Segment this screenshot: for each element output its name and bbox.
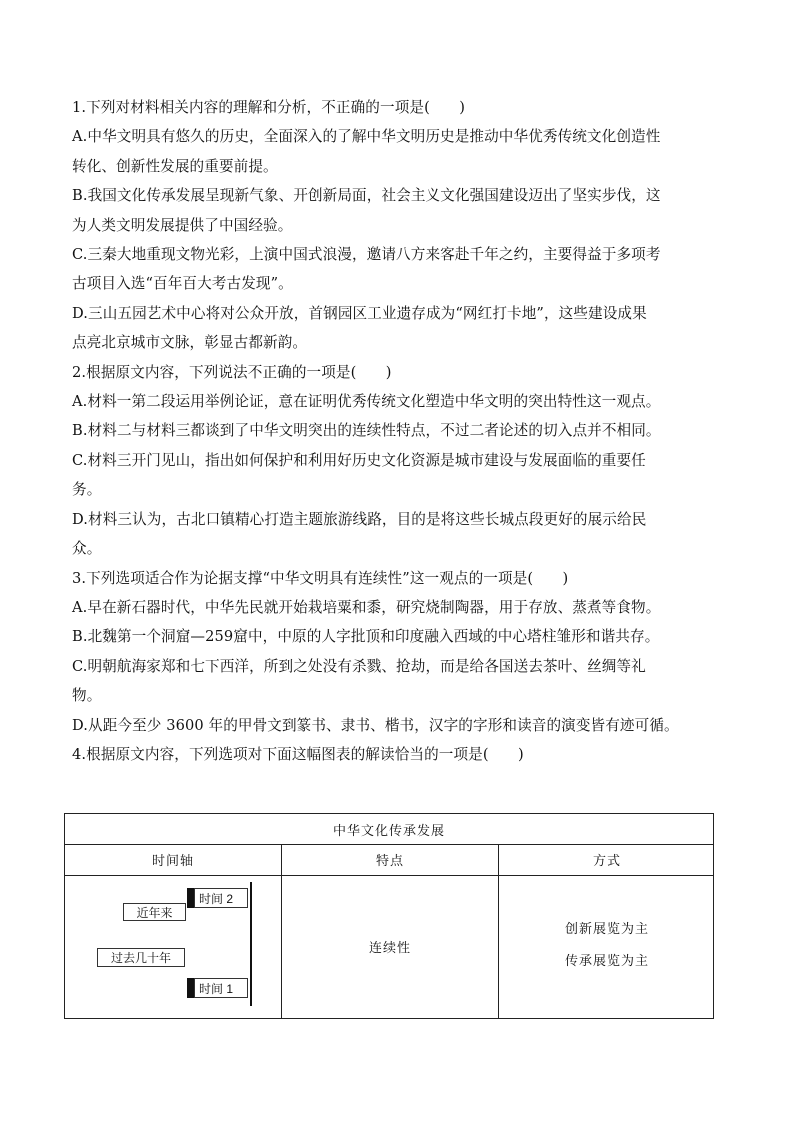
time1-label: 时间 1	[194, 978, 248, 998]
q2-option-d-cont: 众。	[72, 540, 102, 558]
q1-option-b-cont: 为人类文明发展提供了中国经验。	[72, 216, 293, 234]
header-feature: 特点	[375, 854, 404, 869]
q3-option-c: C.明朝航海家郑和七下西洋，所到之处没有杀戮、抢劫，而是给各国送去茶叶、丝绸等礼	[72, 657, 646, 675]
past-label: 过去几十年	[97, 948, 185, 967]
q1-option-c: C.三秦大地重现文物光彩，上演中国式浪漫，邀请八方来客赴千年之约，主要得益于多项考	[72, 246, 661, 264]
q2-option-a: A.材料一第二段运用举例论证，意在证明优秀传统文化塑造中华文明的突出特性这一观点。	[72, 393, 661, 411]
table-header-row	[65, 844, 713, 876]
q2-stem: 2.根据原文内容，下列说法不正确的一项是( )	[72, 363, 392, 381]
q2-option-c-cont: 务。	[72, 481, 102, 499]
time2-label: 时间 2	[194, 888, 248, 908]
feature-cell: 连续性	[368, 941, 411, 956]
q1-option-d: D.三山五园艺术中心将对公众开放，首钢园区工业遗存成为“网红打卡地”，这些建设成果	[72, 304, 647, 322]
q3-option-a: A.早在新石器时代，中华先民就开始栽培粟和黍，研究烧制陶器，用于存放、蒸煮等食物。	[72, 598, 661, 616]
q3-option-b: B.北魏第一个洞窟—259窟中，中原的人字批顶和印度融入西域的中心塔柱雏形和谐共存。	[72, 628, 660, 646]
time2-marker	[187, 888, 194, 908]
method-innovation: 创新展览为主	[564, 922, 649, 937]
q2-option-c: C.材料三开门见山，指出如何保护和利用好历史文化资源是城市建设与发展面临的重要任	[72, 451, 646, 469]
table-title: 中华文化传承发展	[65, 814, 713, 845]
q4-stem: 4.根据原文内容，下列选项对下面这幅图表的解读恰当的一项是( )	[72, 745, 524, 763]
q3-stem: 3.下列选项适合作为论据支撑“中华文明具有连续性”这一观点的一项是( )	[72, 569, 569, 587]
q3-option-d: D.从距今至少 3600 年的甲骨文到篆书、隶书、楷书，汉字的字形和读音的演变皆有迹可循。	[72, 716, 679, 734]
q1-option-a: A.中华文明具有悠久的历史，全面深入的了解中华文明历史是推动中华优秀传统文化创造性	[72, 128, 661, 146]
q2-option-d: D.材料三认为，古北口镇精心打造主题旅游线路，目的是将这些长城点段更好的展示给民	[72, 510, 647, 528]
q1-option-a-cont: 转化、创新性发展的重要前提。	[72, 157, 278, 175]
culture-table	[64, 813, 714, 1019]
method-inheritance: 传承展览为主	[564, 954, 649, 969]
header-method: 方式	[592, 854, 621, 869]
question-text	[72, 93, 722, 769]
recent-label: 近年来	[123, 903, 186, 921]
header-timeline: 时间轴	[151, 854, 194, 869]
q2-option-b: B.材料二与材料三都谈到了中华文明突出的连续性特点，不过二者论述的切入点并不相同。	[72, 422, 661, 440]
q1-option-d-cont: 点亮北京城市文脉，彰显古都新韵。	[72, 334, 308, 352]
q3-option-c-cont: 物。	[72, 687, 102, 705]
time1-marker	[187, 978, 194, 998]
q1-option-c-cont: 古项目入选“百年百大考古发现”。	[72, 275, 293, 293]
q1-option-b: B.我国文化传承发展呈现新气象、开创新局面，社会主义文化强国建设迈出了坚实步伐，这	[72, 187, 661, 205]
timeline-axis	[250, 882, 252, 1006]
q1-stem: 1.下列对材料相关内容的理解和分析，不正确的一项是( )	[72, 99, 466, 116]
